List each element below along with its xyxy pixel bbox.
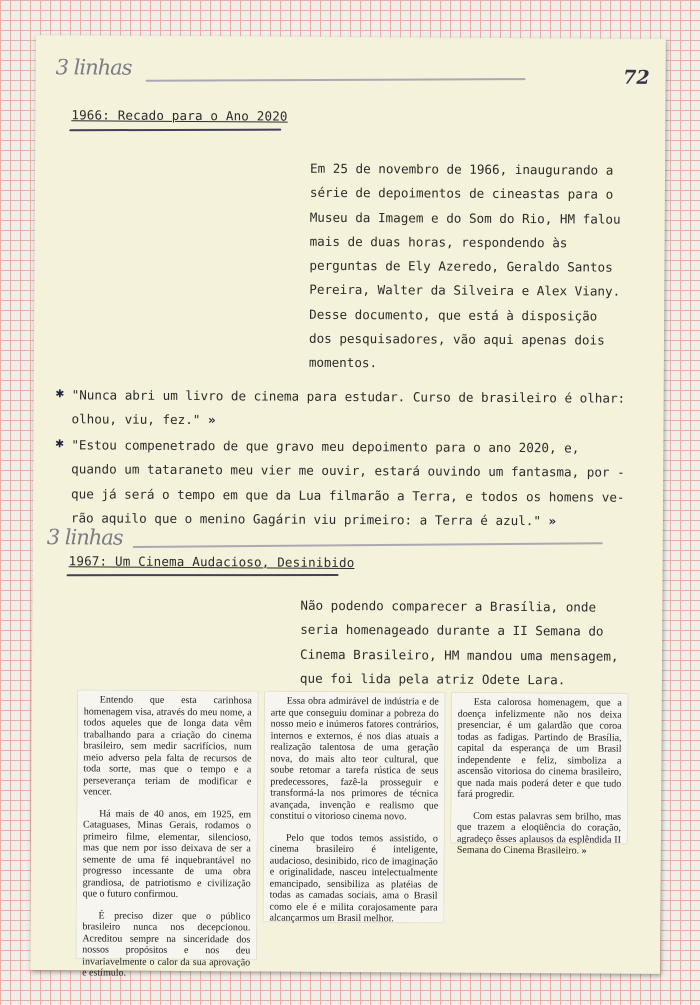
pencil-line-top — [146, 78, 526, 82]
intro-1966-line: Museu da Imagem e do Som do Rio, HM falou — [309, 209, 621, 227]
clipping-paragraph: Essa obra admirável de indústria e de arte que conseguiu dominar a pobreza do nosso meio e inúmeros fatores contrários, internos e externos, é nos dias atuais a realização talentosa de uma geração nova, do mais alto teor cultural, que soube retomar a tarefa rústica de seus predecessores, fazê-la prosseguir e transformá-la nos primores de técnica avançada, invenção e realismo que constitui o vitorioso cinema novo. — [270, 695, 439, 823]
intro-1966-line: dos pesquisadores, vão aqui apenas dois — [308, 330, 605, 348]
intro-1967-line: que foi lida pela atriz Odete Lara. — [299, 670, 566, 688]
clipping-paragraph: Esta calorosa homenagem, que a doença infelizmente não nos deixa presenciar, é um galardão que coroa todas as fadigas. Partindo de Brasília, capital da esperança de um Brasil independente e feliz, simboliza a ascensão vitoriosa do cinema brasileiro, que nada mais poderá deter e que tudo fará progredir. — [457, 696, 622, 801]
document-page — [30, 35, 666, 979]
page-number: 72 — [623, 66, 650, 89]
intro-1966-line: perguntas de Ely Azeredo, Geraldo Santos — [309, 257, 613, 275]
asterisk-mark-icon: ✱ — [55, 385, 65, 402]
clipping-paragraph: Entendo que esta carinhosa homenagem visa, através do meu nome, a todos aqueles que de longa data vêm trabalhando para a criação do cinema brasileiro, sem medir sacrifícios, num meio adverso pela falta de recursos de toda sorte, mas que o tempo e a perseverança teriam de modificar e vencer. — [83, 694, 252, 798]
intro-1967-line: seria homenageado durante a II Semana do — [300, 622, 604, 639]
quote-1-line: olhou, viu, fez." » — [71, 411, 216, 428]
quote-2-line: quando um tataraneto meu vier me ouvir, estará ouvindo um fantasma, por - — [71, 461, 625, 481]
quote-2-line: que já será o tempo em que da Lua filmarão a Terra, e todos os homens ve- — [71, 486, 625, 505]
quote-2-line: "Estou compenetrado de que gravo meu depoimento para o ano 2020, e, — [71, 437, 580, 456]
intro-1966-line: Desse documento, que está à disposição — [309, 306, 598, 324]
newspaper-clipping — [76, 690, 258, 979]
intro-1966-line: Pereira, Walter da Silveira e Alex Viany. — [309, 282, 621, 300]
heading-1966: 1966: Recado para o Ano 2020 — [71, 107, 288, 124]
quote-2-line: rão aquilo que o menino Gagárin viu primeiro: a Terra é azul." » — [70, 510, 557, 529]
quote-1 — [71, 383, 625, 435]
newspaper-clipping — [263, 691, 444, 925]
quote-1-line: "Nunca abri um livro de cinema para estudar. Curso de brasileiro é olhar: — [71, 387, 626, 406]
intro-1966-line: Em 25 de novembro de 1966, inaugurando a — [310, 160, 614, 178]
newspaper-clipping — [451, 693, 628, 857]
intro-1966 — [309, 157, 621, 378]
intro-1966-line: série de depoimentos de cineastas para o — [309, 185, 614, 202]
intro-1967-line: Cinema Brasileiro, HM mandou uma mensagem, — [300, 646, 619, 664]
ink-underline-1967 — [67, 574, 339, 576]
intro-1967-line: Não podendo comparecer a Brasília, onde — [300, 597, 597, 615]
clipping-paragraph: Com estas palavras sem brilho, mas que trazem a eloqüência do coração, agradeço êsses aplausos da esplêndida II Semana do Cinema Brasileiro. » — [456, 810, 622, 857]
quote-2 — [71, 433, 625, 534]
pencil-line-mid — [133, 542, 603, 548]
clipping-paragraph: É preciso dizer que o público brasileiro nunca nos decepcionou. Acreditou sempre na sinceridade dos nossos propósitos e nos deu invariavelmente o calor da sua aprovação e estímulo. — [82, 909, 251, 979]
ink-underline-1966 — [69, 129, 281, 132]
handwritten-note-mid: 3 linhas — [46, 525, 123, 550]
intro-1967 — [300, 594, 619, 693]
asterisk-mark-icon: ✱ — [55, 435, 64, 452]
intro-1966-line: mais de duas horas, respondendo às — [309, 233, 568, 251]
heading-1967: 1967: Um Cinema Audacioso, Desinibido — [68, 553, 355, 571]
clipping-paragraph: Pelo que todos temos assistido, o cinema brasileiro é inteligente, audacioso, desinibido, rico de imaginação e originalidade, nasceu intelectualmente emancipado, sensibiliza as platéias de todas as camadas sociais, ama o Brasil como ele é e milita corajosamente para alcançarmos um Brasil melhor. — [269, 832, 438, 925]
intro-1966-line: momentos. — [308, 355, 378, 371]
clipping-paragraph: Há mais de 40 anos, em 1925, em Cataguases, Minas Gerais, rodamos o primeiro filme, elementar, silencioso, mas que nem por isso deixava de ser a semente de uma fé inquebrantável no progresso incessante de uma obra grandiosa, de patriotismo e civilização que o futuro confirmou. — [82, 807, 252, 900]
handwritten-note-top: 3 linhas — [55, 55, 132, 80]
